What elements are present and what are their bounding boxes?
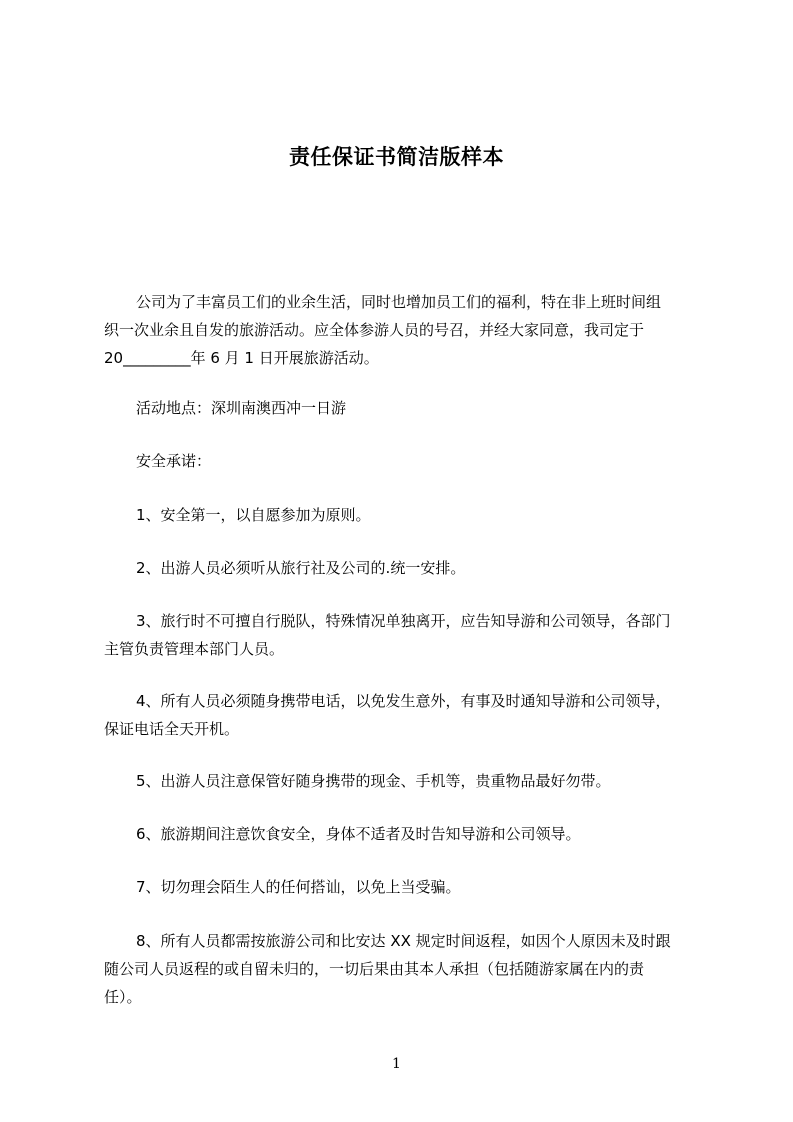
safety-item-4 [104,687,689,743]
safety-heading [104,447,689,475]
intro-line-2: 织一次业余且自发的旅游活动。应全体参游人员的号召，并经大家同意，我司定于 [104,321,645,339]
location-paragraph [104,394,689,422]
intro-line-1: 公司为了丰富员工们的业余生活，同时也增加员工们的福利，特在非上班时间组 [136,293,662,311]
safety-item-7 [104,873,689,901]
intro-paragraph [104,288,689,372]
safety-item-5 [104,767,689,795]
safety-item-1 [104,501,689,529]
safety-item-8 [104,927,689,1011]
safety-item-4-line-1: 4、所有人员必须随身携带电话，以免发生意外，有事及时通知导游和公司领导， [136,692,671,710]
safety-heading-text: 安全承诺： [136,452,212,470]
safety-item-8-line-1: 8、所有人员都需按旅游公司和比安达 XX 规定时间返程，如因个人原因未及时跟 [136,932,671,950]
page-number: 1 [392,1056,401,1072]
safety-item-6 [104,820,689,848]
safety-item-6-line-1: 6、旅游期间注意饮食安全，身体不适者及时告知导游和公司领导。 [136,825,581,843]
safety-item-3 [104,607,689,663]
document-title: 责任保证书简洁版样本 [289,145,504,169]
location-text: 活动地点：深圳南澳西冲一日游 [136,399,347,417]
safety-item-2 [104,554,689,582]
safety-item-5-line-1: 5、出游人员注意保管好随身携带的现金、手机等，贵重物品最好勿带。 [136,772,611,790]
safety-item-7-line-1: 7、切勿理会陌生人的任何搭讪，以免上当受骗。 [136,878,461,896]
safety-item-2-line-1: 2、出游人员必须听从旅行社及公司的.统一安排。 [136,559,466,577]
safety-item-3-line-1: 3、旅行时不可擅自行脱队，特殊情况单独离开，应告知导游和公司领导，各部门 [136,612,671,630]
intro-line-3: 20_________年 6 月 1 日开展旅游活动。 [104,349,379,367]
safety-item-8-line-3: 任）。 [104,988,142,1006]
safety-item-3-line-2: 主管负责管理本部门人员。 [104,640,285,658]
safety-item-1-line-1: 1、安全第一，以自愿参加为原则。 [136,506,371,524]
safety-item-8-line-2: 随公司人员返程的或自留未归的，一切后果由其本人承担（包括随游家属在内的责 [104,960,645,978]
safety-item-4-line-2: 保证电话全天开机。 [104,720,240,738]
